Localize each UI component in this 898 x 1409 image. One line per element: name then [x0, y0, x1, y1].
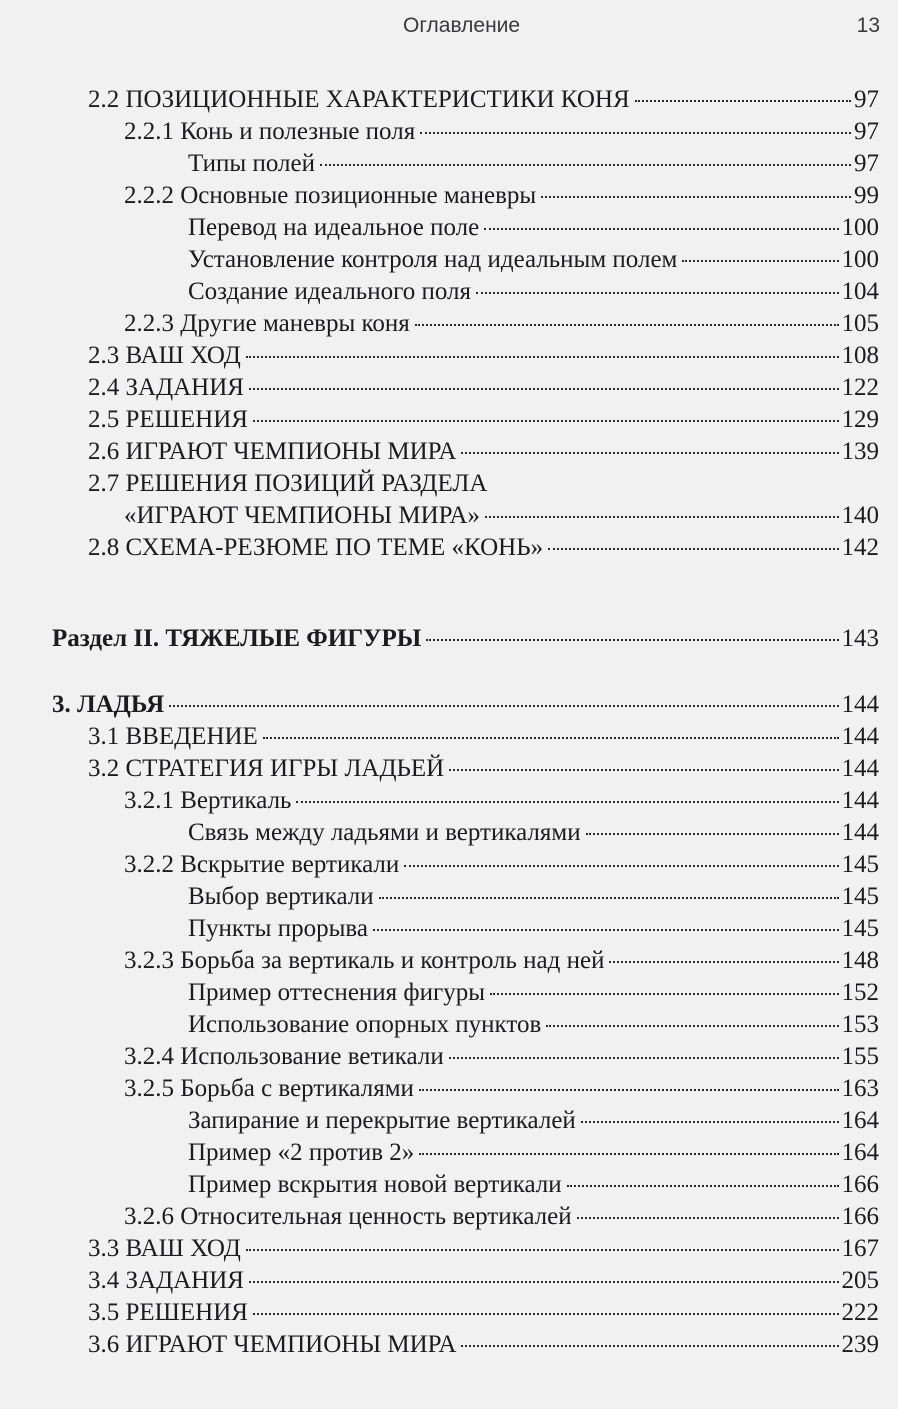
toc-entry-page: 99: [854, 182, 879, 209]
toc-entry: [88, 468, 879, 500]
toc-entry-title: Пример оттеснения фигуры: [188, 979, 486, 1006]
dot-leader: [682, 260, 838, 262]
toc-entry: [124, 1073, 879, 1105]
toc-entry: [88, 753, 879, 785]
toc-entry: [124, 116, 879, 148]
toc-entry: [88, 404, 879, 436]
toc-entry: [124, 308, 879, 340]
toc-entry-title: Установление контроля над идеальным полем: [188, 246, 678, 273]
dot-leader: [419, 1153, 838, 1155]
toc-entry-title: 3. ЛАДЬЯ: [52, 691, 165, 718]
toc-entry-title: 2.5 РЕШЕНИЯ: [88, 406, 248, 433]
toc-entry-title: 3.4 ЗАДАНИЯ: [88, 1267, 244, 1294]
dot-leader: [548, 548, 838, 550]
toc-entry: [188, 881, 879, 913]
toc-entry-title: 3.6 ИГРАЮТ ЧЕМПИОНЫ МИРА: [88, 1331, 457, 1358]
toc-entry-section: [52, 623, 879, 655]
toc-entry-page: 143: [841, 625, 879, 652]
toc-entry-title: 2.7 РЕШЕНИЯ ПОЗИЦИЙ РАЗДЕЛА: [88, 470, 488, 497]
toc-entry-page: 222: [841, 1299, 879, 1326]
toc-entry-page: 144: [841, 787, 879, 814]
toc-entry: [88, 1233, 879, 1265]
dot-leader: [415, 324, 839, 326]
toc-entry-page: 100: [841, 214, 879, 241]
toc-entry: [188, 977, 879, 1009]
toc-entry-page: 163: [841, 1075, 879, 1102]
dot-leader: [461, 1345, 838, 1347]
toc-entry-title: 2.2 ПОЗИЦИОННЫЕ ХАРАКТЕРИСТИКИ КОНЯ: [88, 86, 630, 113]
dot-leader: [379, 897, 839, 899]
toc-entry: [188, 212, 879, 244]
toc-entry-page: 144: [841, 691, 879, 718]
toc-entry-title: 3.5 РЕШЕНИЯ: [88, 1299, 248, 1326]
toc-entry: [188, 1137, 879, 1169]
toc-entry-page: 164: [841, 1107, 879, 1134]
toc-entry-title: 3.2.2 Вскрытие вертикали: [124, 851, 400, 878]
dot-leader: [249, 388, 839, 390]
toc-entry-page: 148: [841, 947, 879, 974]
dot-leader: [490, 993, 838, 995]
toc-entry-page: 239: [841, 1331, 879, 1358]
toc-entry-page: 166: [841, 1171, 879, 1198]
dot-leader: [541, 196, 851, 198]
toc-entry-page: 144: [841, 723, 879, 750]
toc-entry-title: «ИГРАЮТ ЧЕМПИОНЫ МИРА»: [124, 502, 480, 529]
toc-entry-page: 145: [841, 915, 879, 942]
dot-leader: [426, 639, 838, 641]
toc-entry-title: 3.2.1 Вертикаль: [124, 787, 292, 814]
dot-leader: [246, 1249, 839, 1251]
dot-leader: [635, 100, 851, 102]
toc-entry: [88, 532, 879, 564]
toc-entry: [124, 180, 879, 212]
dot-leader: [373, 929, 839, 931]
toc-entry: [88, 1265, 879, 1297]
dot-leader: [577, 1217, 839, 1219]
running-head: [0, 12, 898, 42]
dot-leader: [449, 1057, 839, 1059]
toc-entry: [188, 1105, 879, 1137]
toc-entry-page: 105: [841, 310, 879, 337]
toc-entry-title: 3.2.5 Борьба с вертикалями: [124, 1075, 414, 1102]
toc-entry-title: Связь между ладьями и вертикалями: [188, 819, 581, 846]
toc-entry: [88, 340, 879, 372]
toc-entry-title: 2.3 ВАШ ХОД: [88, 342, 241, 369]
toc-entry-title: 2.8 СХЕМА-РЕЗЮМЕ ПО ТЕМЕ «КОНЬ»: [88, 534, 544, 561]
toc-entry: [188, 244, 879, 276]
dot-leader: [249, 1281, 839, 1283]
toc-entry-page: 166: [841, 1203, 879, 1230]
toc-entry-title: 3.3 ВАШ ХОД: [88, 1235, 241, 1262]
toc-entry-title: 2.2.1 Конь и полезные поля: [124, 118, 416, 145]
dot-leader: [449, 769, 838, 771]
toc-entry-title: Использование опорных пунктов: [188, 1011, 542, 1038]
dot-leader: [246, 356, 839, 358]
dot-leader: [484, 228, 838, 230]
toc-entry-title: Выбор вертикали: [188, 883, 374, 910]
toc-entry-title: Создание идеального поля: [188, 278, 471, 305]
toc-entry-page: 145: [841, 851, 879, 878]
toc-entry-title: Пример вскрытия новой вертикали: [188, 1171, 562, 1198]
toc-entry-title: 3.2.6 Относительная ценность вертикалей: [124, 1203, 572, 1230]
toc-entry: [188, 1009, 879, 1041]
toc-entry-title: 3.2 СТРАТЕГИЯ ИГРЫ ЛАДЬЕЙ: [88, 755, 445, 782]
toc-entry-page: 140: [841, 502, 879, 529]
toc-entry-page: 108: [841, 342, 879, 369]
toc-entry-title: Перевод на идеальное поле: [188, 214, 480, 241]
toc-entry: [124, 945, 879, 977]
toc-entry: [124, 1041, 879, 1073]
toc-entry-title: 2.4 ЗАДАНИЯ: [88, 374, 244, 401]
toc-entry-page: 167: [841, 1235, 879, 1262]
toc-entry-page: 97: [854, 150, 879, 177]
toc-entry: [88, 1297, 879, 1329]
dot-leader: [253, 1313, 839, 1315]
dot-leader: [263, 737, 839, 739]
toc-entry-title: Пункты прорыва: [188, 915, 368, 942]
toc-entry-page: 205: [841, 1267, 879, 1294]
toc-entry: [88, 372, 879, 404]
dot-leader: [253, 420, 839, 422]
toc-entry: [88, 436, 879, 468]
toc-entry: [88, 721, 879, 753]
toc-entry-title: 3.2.4 Использование ветикали: [124, 1043, 444, 1070]
dot-leader: [609, 961, 838, 963]
toc-entry-page: 122: [841, 374, 879, 401]
toc-entry-page: 153: [841, 1011, 879, 1038]
toc-entry-page: 129: [841, 406, 879, 433]
dot-leader: [404, 865, 838, 867]
toc-entry-page: 100: [841, 246, 879, 273]
toc-entry: [188, 913, 879, 945]
toc-entry-chapter: [52, 689, 879, 721]
toc-entry-page: 144: [841, 755, 879, 782]
toc-entry-title: Раздел II. ТЯЖЕЛЫЕ ФИГУРЫ: [52, 625, 422, 652]
toc-entry: [124, 1201, 879, 1233]
toc-entry-page: 144: [841, 819, 879, 846]
toc-entry-title: 3.1 ВВЕДЕНИЕ: [88, 723, 258, 750]
dot-leader: [419, 1089, 839, 1091]
dot-leader: [546, 1025, 838, 1027]
toc-entry-title: Запирание и перекрытие вертикалей: [188, 1107, 576, 1134]
toc-entry-title: Типы полей: [188, 150, 315, 177]
dot-leader: [476, 292, 839, 294]
toc-entry-page: 139: [841, 438, 879, 465]
toc-entry-page: 145: [841, 883, 879, 910]
toc-entry-title: 3.2.3 Борьба за вертикаль и контроль над ней: [124, 947, 605, 974]
toc-entry-title: 2.6 ИГРАЮТ ЧЕМПИОНЫ МИРА: [88, 438, 457, 465]
dot-leader: [567, 1185, 839, 1187]
dot-leader: [485, 516, 839, 518]
toc-entry-page: 142: [841, 534, 879, 561]
toc-entry-page: 152: [841, 979, 879, 1006]
toc-entry-page: 164: [841, 1139, 879, 1166]
dot-leader: [581, 1121, 839, 1123]
toc-entry-page: 97: [854, 86, 879, 113]
toc-entry: [88, 1329, 879, 1361]
toc-entry: [88, 84, 879, 116]
toc-entry: [188, 148, 879, 180]
toc-entry: [124, 500, 879, 532]
toc-entry: [124, 785, 879, 817]
dot-leader: [420, 132, 851, 134]
dot-leader: [320, 164, 851, 166]
toc-entry-page: 97: [854, 118, 879, 145]
toc-entry-title: 2.2.2 Основные позиционные маневры: [124, 182, 537, 209]
toc-entry: [188, 276, 879, 308]
dot-leader: [296, 801, 838, 803]
running-title: Оглавление: [403, 14, 521, 37]
toc-entry: [124, 849, 879, 881]
dot-leader: [461, 452, 838, 454]
toc-entry: [188, 817, 879, 849]
toc-entry-title: Пример «2 против 2»: [188, 1139, 415, 1166]
dot-leader: [586, 833, 839, 835]
toc-entry-page: 155: [841, 1043, 879, 1070]
toc-entry-page: 104: [841, 278, 879, 305]
dot-leader: [169, 705, 838, 707]
toc-entry-title: 2.2.3 Другие маневры коня: [124, 310, 410, 337]
toc-entry: [188, 1169, 879, 1201]
page-number: 13: [856, 14, 880, 37]
